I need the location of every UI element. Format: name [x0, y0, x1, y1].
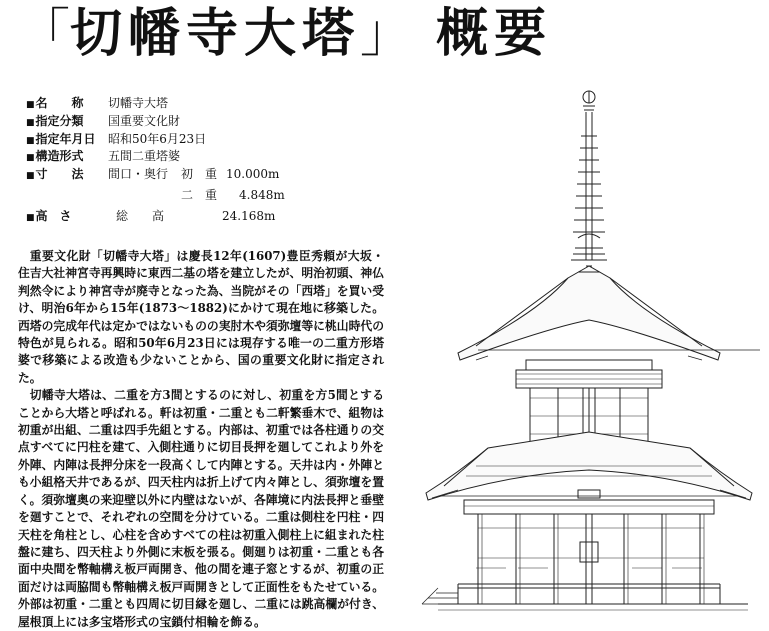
title-close-bracket: 」: [360, 4, 413, 64]
spec-label: ■ 寸 法: [26, 166, 104, 186]
spec-sublabel: 初 重: [181, 167, 218, 182]
sorin-finial: [571, 91, 607, 260]
spec-value: 総 高: [116, 208, 165, 223]
spec-sublabel: 二 重: [181, 187, 218, 202]
spec-value: 24.168m: [222, 208, 276, 223]
spec-row-name: [26, 95, 356, 113]
platform: [422, 584, 748, 610]
spec-row-dimensions: [26, 166, 356, 184]
spec-label: ■ 指定分類: [26, 113, 104, 133]
spec-row-designation: [26, 113, 356, 131]
spec-label: ■ 高 さ: [26, 208, 104, 228]
paragraph-structure: 切幡寺大塔は、二重を方3間とするのに対し、初重を方5間とすることから大塔と呼ばれる。軒は初重・二重とも二軒繁垂木で、組物は初重が出組、二重は四手先組とする。内部は、初重では各柱通りの交点すべてに円柱を建て、入側柱通りに切目長押を廻してこれより外を外陣、内陣は長押分床を一段高くして内陣とする。天井は内・外陣とも小組格天井であるが、四天柱内は折上げて内々陣とし、須弥壇を置く。須弥壇奥の来迎壁以外に内壁はないが、各陣境に内法長押と垂壁を廻すことで、それぞれの空間を分けている。二重は側柱を円柱・四天柱を角柱とし、心柱を含めすべての柱は初重入側柱上に組まれた柱盤に建ち、四天柱より外側に末板を張る。側廻りは初重・二重とも各面中央間を幣軸構え板戸両開き、他の間を連子窓とするが、初重の正面だけは両脇間も幣軸構え板戸両開きとして正面性をもたせている。外部は初重・二重とも四周に切目縁を廻し、二重には跳高欄が付き、屋根頂上には多宝塔形式の宝鎖付相輪を飾る。: [18, 388, 384, 629]
description-text: [18, 248, 384, 631]
spec-row-structure: [26, 148, 356, 166]
spec-value: 切幡寺大塔: [108, 96, 169, 110]
spec-row-date: [26, 131, 356, 149]
paragraph-history: 重要文化財「切幡寺大塔」は慶長12年(1607)豊臣秀頼が大坂・住吉大社神宮寺再興時に東西二基の塔を建立したが、明治初頭、神仏判然令により神宮寺が廃寺となった為、当院がその「西塔」を買い受け、明治6年から15年(1873〜1882)にかけて現在地に移築した。西塔の完成年代は定かではないものの実肘木や須弥壇等に桃山時代の特色が見られる。昭和50年6月23日には現存する唯一の二重方形塔婆で移築による改造も少ないことから、国の重要文化財に指定された。: [18, 249, 384, 385]
spec-row-height: [26, 208, 356, 226]
spec-value: 昭和50年6月23日: [108, 131, 207, 146]
title-open-bracket: 「: [18, 4, 71, 64]
spec-value: 国重要文化財: [108, 113, 181, 128]
title-main: 切幡寺大塔: [70, 4, 361, 64]
page-title: [18, 4, 552, 64]
lower-storey: [464, 490, 714, 604]
spec-value: 間口・奥行: [108, 167, 169, 182]
upper-roof: [458, 266, 760, 360]
pagoda-elevation-drawing: [418, 88, 763, 614]
spec-label: ■ 指定年月日: [26, 131, 104, 151]
spec-table: [26, 95, 356, 226]
spec-value: 10.000m: [226, 167, 280, 182]
spec-value: 4.848m: [239, 187, 285, 202]
spec-value: 五間二重塔婆: [108, 149, 181, 164]
spec-label: ■ 名 称: [26, 95, 104, 115]
title-suffix: 概要: [436, 4, 553, 64]
spec-row-dimensions-2: [26, 184, 356, 208]
spec-label: ■ 構造形式: [26, 148, 104, 168]
